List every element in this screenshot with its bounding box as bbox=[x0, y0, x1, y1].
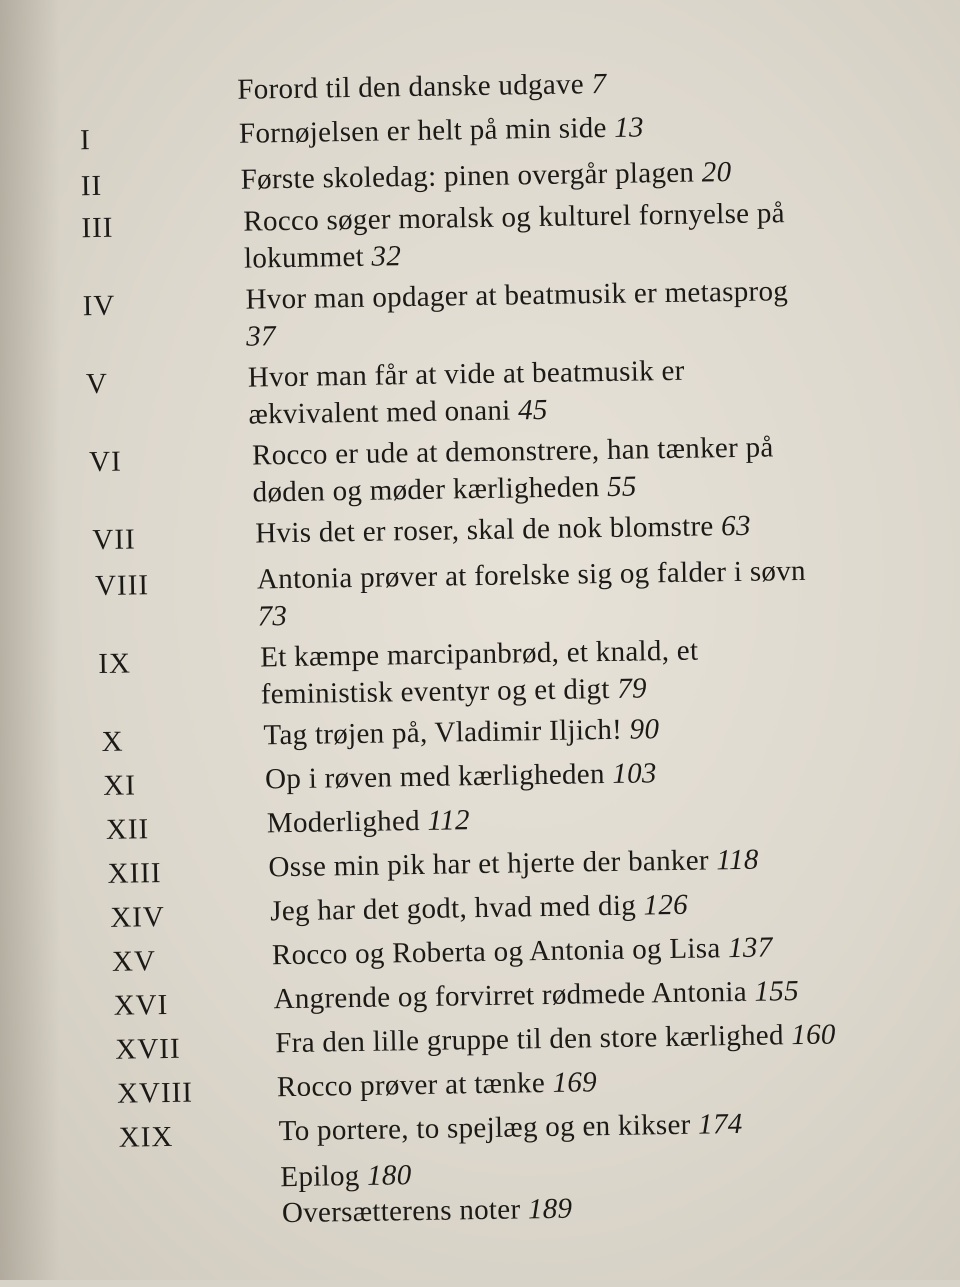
chapter-title-text: Angrende og forvirret rødmede Antonia bbox=[273, 975, 748, 1016]
toc-entry bbox=[240, 154, 731, 199]
chapter-title-line bbox=[239, 109, 644, 152]
chapter-title-text: Hvor man får at vide at beatmusik er bbox=[247, 354, 685, 394]
chapter-numeral: XI bbox=[102, 769, 137, 802]
page-number: 174 bbox=[697, 1107, 743, 1141]
chapter-title-text: Osse min pik har et hjerte der banker bbox=[268, 844, 710, 884]
chapter-numeral: II bbox=[80, 169, 103, 203]
chapter-title-line bbox=[272, 929, 773, 974]
chapter-numeral: X bbox=[101, 725, 124, 758]
toc-entry bbox=[263, 711, 659, 754]
chapter-numeral: III bbox=[81, 211, 114, 245]
page-number: 160 bbox=[791, 1018, 836, 1052]
page-number: 79 bbox=[616, 672, 648, 705]
chapter-title-line bbox=[244, 232, 786, 278]
chapter-numeral: XVIII bbox=[116, 1076, 194, 1110]
chapter-title-text: lokummet bbox=[243, 240, 365, 275]
page-number: 112 bbox=[427, 804, 471, 837]
toc-entry bbox=[280, 1157, 412, 1196]
page-number: 20 bbox=[701, 155, 732, 189]
chapter-title-line bbox=[278, 1106, 742, 1150]
page-number: 189 bbox=[527, 1192, 573, 1226]
page-number: 90 bbox=[629, 713, 660, 746]
chapter-title-line bbox=[282, 1191, 573, 1233]
chapter-title-line bbox=[270, 887, 688, 931]
chapter-title-text: Oversætterens noter bbox=[281, 1193, 521, 1230]
chapter-numeral: XIX bbox=[118, 1120, 174, 1154]
chapter-title-text: Antonia prøver at forelske sig og falder i søvn bbox=[256, 554, 807, 596]
chapter-title-text: Første skoledag: pinen overgår plagen bbox=[240, 156, 695, 196]
chapter-numeral: XIV bbox=[110, 900, 166, 934]
chapter-numeral: IX bbox=[98, 647, 132, 680]
chapter-title-line bbox=[268, 842, 759, 887]
chapter-title-text: Fornøjelsen er helt på min side bbox=[238, 111, 607, 150]
chapter-numeral: V bbox=[85, 367, 109, 401]
page-number: 118 bbox=[716, 843, 759, 877]
page-number: 126 bbox=[643, 888, 689, 922]
chapter-numeral: I bbox=[79, 124, 92, 157]
chapter-title-text: feministisk eventyr og et digt bbox=[260, 672, 610, 711]
toc-entry bbox=[282, 1191, 573, 1233]
chapter-numeral: XIII bbox=[107, 857, 162, 890]
chapter-title-text: Rocco søger moralsk og kulturel fornyelse på bbox=[243, 197, 786, 238]
chapter-numeral: XV bbox=[111, 945, 157, 978]
chapter-title-line bbox=[237, 66, 607, 109]
chapter-title-line bbox=[277, 1064, 598, 1106]
chapter-title-line bbox=[261, 670, 700, 714]
chapter-numeral: VIII bbox=[94, 569, 150, 603]
chapter-numeral: VI bbox=[88, 445, 123, 479]
toc-entry bbox=[277, 1064, 598, 1106]
chapter-title-text: døden og møder kærligheden bbox=[252, 471, 600, 509]
page-number: 169 bbox=[552, 1066, 598, 1099]
toc-entry bbox=[243, 195, 786, 277]
chapter-title-line bbox=[267, 802, 470, 842]
chapter-title-line bbox=[273, 973, 799, 1018]
chapter-title-text: Forord til den danske udgave bbox=[237, 68, 585, 106]
page-number: 180 bbox=[366, 1159, 412, 1192]
chapter-numeral: VII bbox=[92, 523, 136, 557]
toc-entry bbox=[275, 1016, 836, 1062]
page-number: 73 bbox=[257, 600, 288, 633]
toc-entry bbox=[257, 553, 807, 636]
page-number: 7 bbox=[591, 67, 607, 101]
page-number: 103 bbox=[612, 757, 657, 790]
chapter-title-text: To portere, to spejlæg og en kikser bbox=[278, 1108, 691, 1148]
page-number: 32 bbox=[371, 240, 402, 273]
page-number: 55 bbox=[606, 470, 637, 503]
page-number: 13 bbox=[613, 111, 645, 144]
chapter-title-text: Moderlighed bbox=[266, 804, 421, 840]
chapter-title-line bbox=[255, 508, 751, 553]
toc-entry bbox=[255, 508, 751, 553]
toc-entry bbox=[237, 66, 607, 109]
toc-entry bbox=[267, 802, 470, 842]
chapter-numeral: IV bbox=[82, 289, 116, 323]
toc-entry bbox=[272, 929, 773, 974]
chapter-title-text: Et kæmpe marcipanbrød, et knald, et bbox=[259, 634, 699, 674]
toc-entry bbox=[248, 353, 686, 434]
toc-entry bbox=[265, 755, 657, 798]
page-number: 63 bbox=[720, 509, 751, 543]
page-number: 155 bbox=[754, 975, 800, 1008]
chapter-title-line bbox=[263, 711, 659, 754]
chapter-title-text: Hvor man opdager at beatmusik er metasprog bbox=[245, 275, 789, 316]
chapter-title-text: Rocco er ude at demonstrere, han tænker på bbox=[251, 431, 774, 472]
chapter-title-text: Rocco og Roberta og Antonia og Lisa bbox=[271, 932, 721, 972]
chapter-title-line bbox=[265, 755, 657, 798]
chapter-title-line bbox=[280, 1157, 412, 1196]
chapter-title-line bbox=[275, 1016, 836, 1062]
chapter-title-text: ækvivalent med onani bbox=[248, 394, 511, 431]
chapter-title-line bbox=[240, 154, 731, 199]
toc-entry bbox=[268, 842, 759, 887]
chapter-title-text: Hvis det er roser, skal de nok blomstre bbox=[255, 510, 714, 550]
toc-entry bbox=[273, 973, 799, 1018]
page-number: 45 bbox=[517, 393, 548, 427]
toc-entry bbox=[252, 429, 775, 511]
chapter-numeral: XII bbox=[105, 813, 150, 846]
chapter-title-text: Rocco prøver at tænke bbox=[276, 1067, 546, 1104]
toc-entry bbox=[278, 1106, 742, 1150]
chapter-numeral: XVI bbox=[113, 988, 169, 1022]
page-number: 137 bbox=[727, 931, 773, 965]
chapter-title-text: Tag trøjen på, Vladimir Iljich! bbox=[263, 713, 623, 752]
chapter-title-text: Epilog bbox=[280, 1159, 360, 1194]
chapter-title-text: Jeg har det godt, hvad med dig bbox=[269, 889, 637, 928]
page-number: 37 bbox=[245, 320, 277, 353]
toc-entry bbox=[270, 887, 688, 931]
toc-entry bbox=[239, 109, 644, 152]
chapter-title-line bbox=[248, 390, 685, 434]
chapter-title-text: Op i røven med kærligheden bbox=[264, 758, 605, 796]
chapter-title-text: Fra den lille gruppe til den store kærlighed bbox=[275, 1019, 785, 1060]
toc-entry bbox=[245, 273, 789, 356]
toc-entry bbox=[260, 633, 699, 714]
chapter-title-line bbox=[248, 353, 685, 397]
chapter-title-line bbox=[252, 466, 774, 511]
chapter-numeral: XVII bbox=[115, 1032, 181, 1066]
